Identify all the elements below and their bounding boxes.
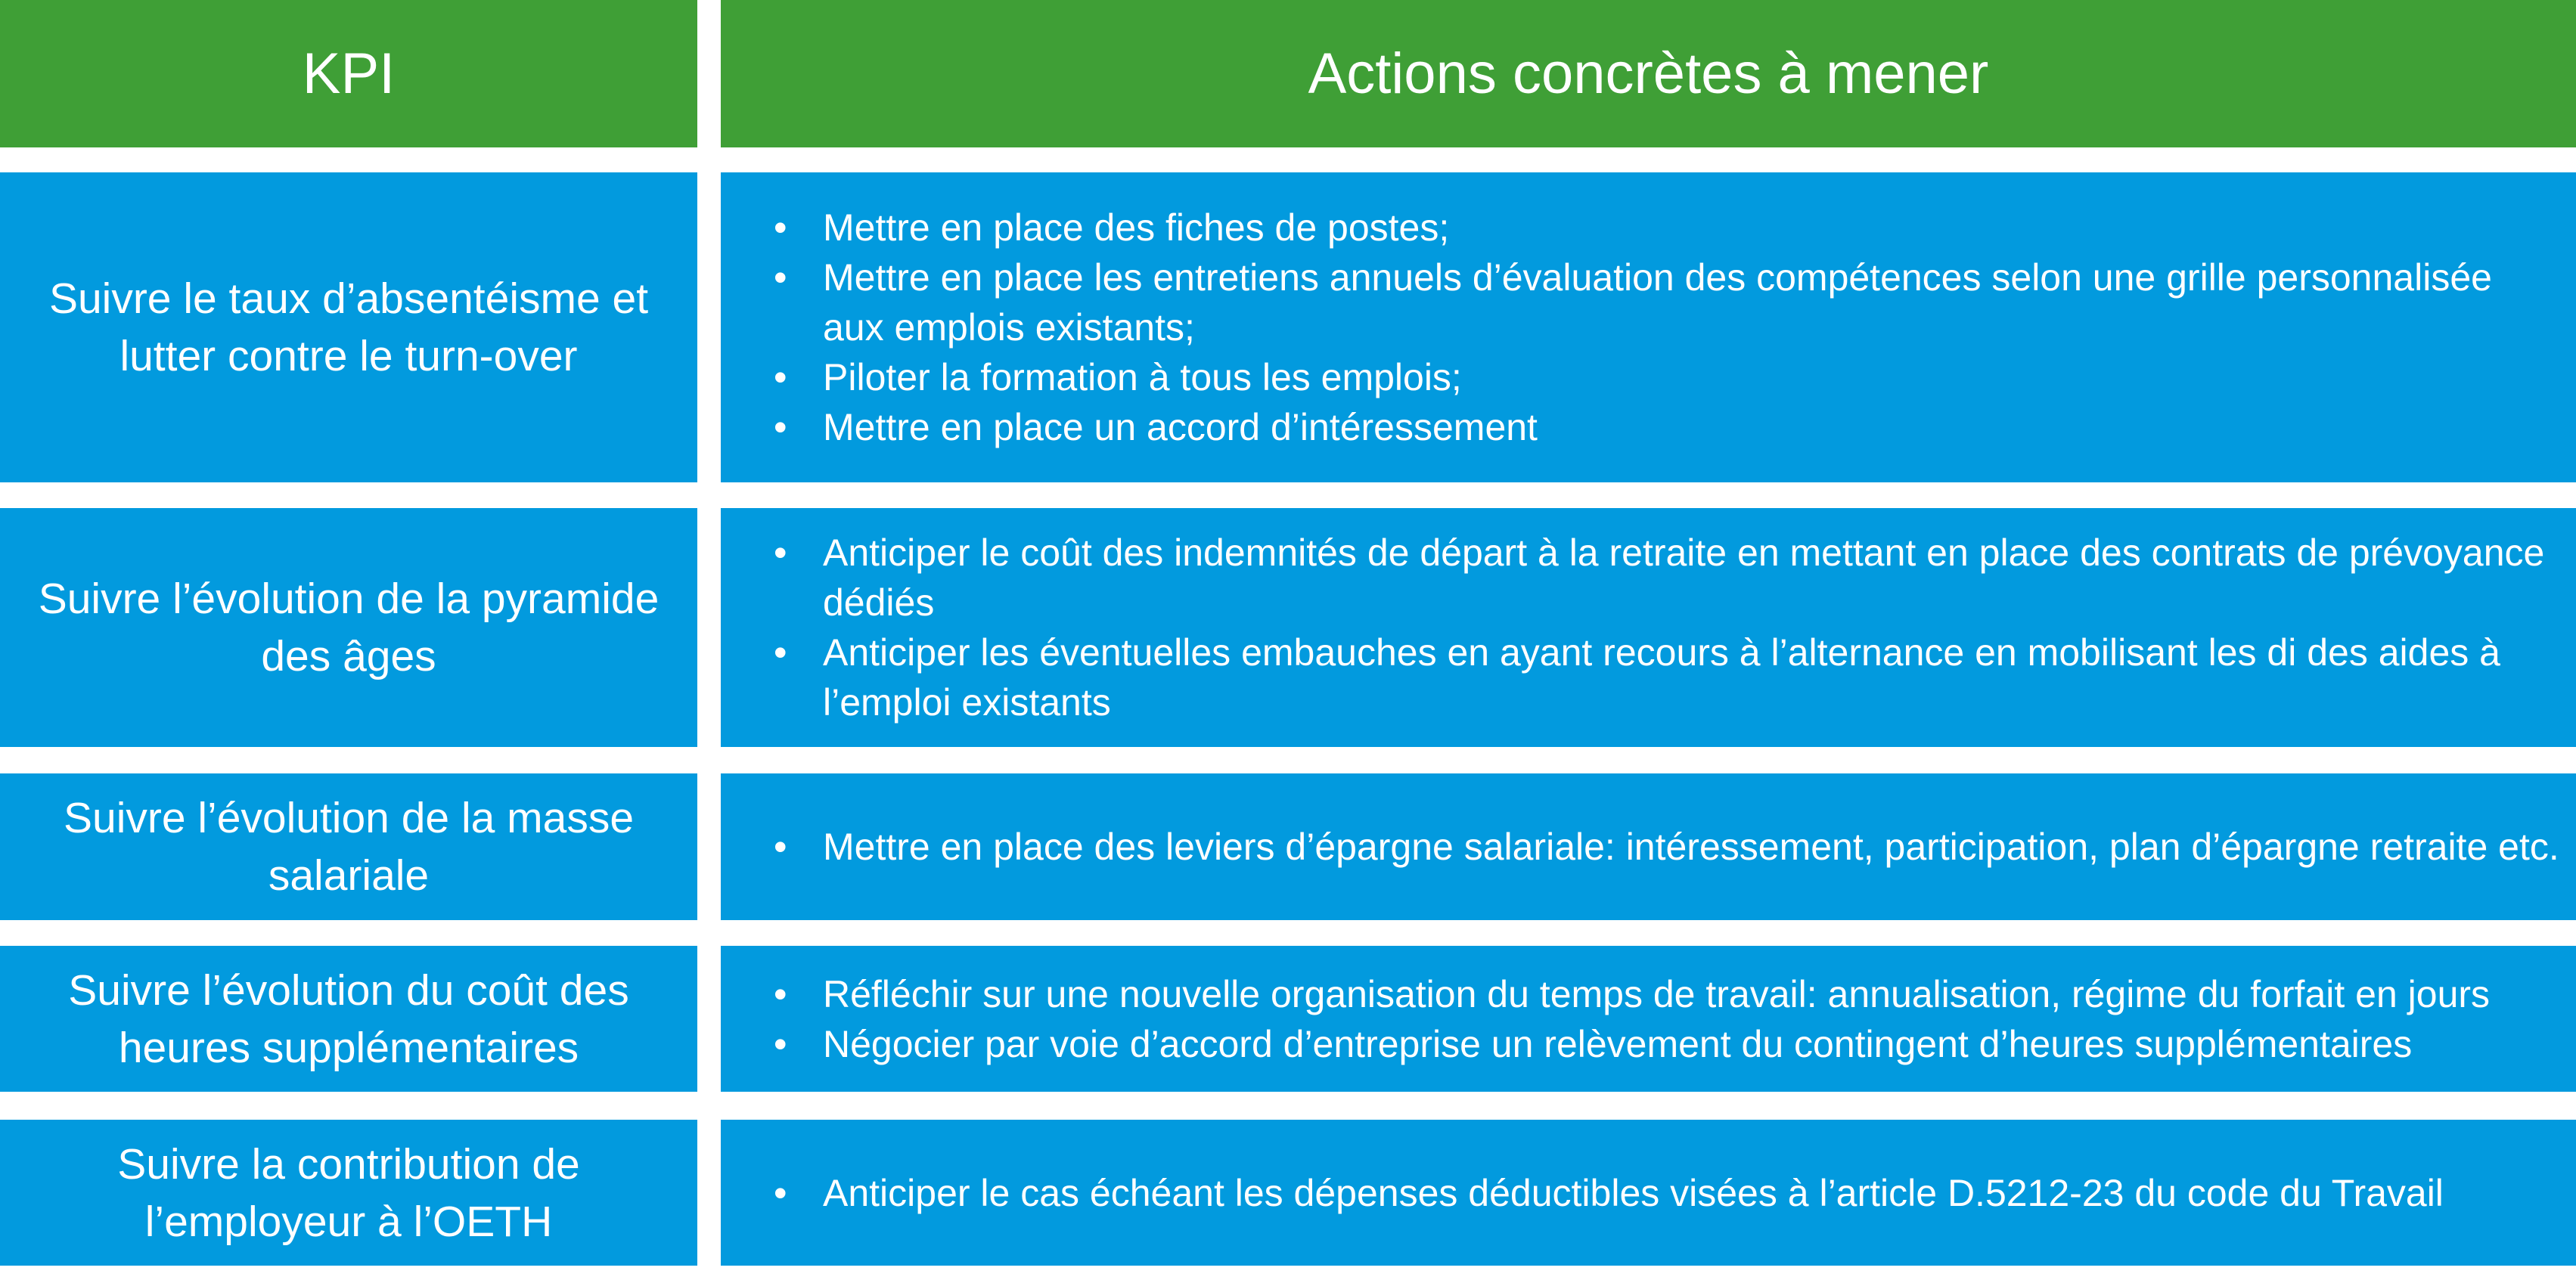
action-item: • Mettre en place des leviers d’épargne salariale: intéressement, participation, plan d’épargne retraite etc. (774, 822, 2559, 872)
kpi-cell-age-pyramid (0, 508, 697, 747)
kpi-cell-oeth (0, 1120, 697, 1266)
action-item: • Négocier par voie d’accord d’entreprise un relèvement du contingent d’heures supplémentaires (774, 1019, 2490, 1069)
kpi-label: Suivre la contribution de l’employeur à l’OETH (117, 1139, 580, 1246)
actions-cell-payroll (721, 773, 2576, 920)
kpi-label: Suivre l’évolution du coût des heures supplémentaires (68, 965, 629, 1072)
header-kpi (0, 0, 697, 147)
kpi-label: Suivre le taux d’absentéisme et lutter contre le turn-over (48, 274, 649, 380)
action-item: • Réfléchir sur une nouvelle organisation du temps de travail: annualisation, régime du forfait en jours (774, 969, 2490, 1019)
header-actions-label: Actions concrètes à mener (1308, 42, 1989, 106)
action-item: • Anticiper le coût des indemnités de départ à la retraite en mettant en place des contrats de prévoyance dédiés (774, 528, 2561, 628)
action-item: • Anticiper les éventuelles embauches en ayant recours à l’alternance en mobilisant les di des aides à l’emploi existants (774, 628, 2561, 727)
actions-list (774, 1168, 2444, 1218)
actions-cell-overtime (721, 946, 2576, 1092)
kpi-cell-payroll (0, 773, 697, 920)
actions-cell-age-pyramid (721, 508, 2576, 747)
actions-list (774, 822, 2559, 872)
kpi-cell-absenteeism (0, 172, 697, 482)
actions-list (774, 203, 2561, 452)
action-item: • Piloter la formation à tous les emplois; (774, 352, 2561, 402)
header-kpi-label: KPI (302, 42, 396, 106)
kpi-label: Suivre l’évolution de la masse salariale (63, 794, 635, 900)
actions-list (774, 528, 2561, 727)
action-item: • Mettre en place les entretiens annuels d’évaluation des compétences selon une grille personnalisée aux emplois existants; (774, 253, 2561, 352)
action-item: • Anticiper le cas échéant les dépenses déductibles visées à l’article D.5212-23 du code du Travail (774, 1168, 2444, 1218)
actions-cell-oeth (721, 1120, 2576, 1266)
header-actions (721, 0, 2576, 147)
action-item: • Mettre en place un accord d’intéressement (774, 402, 2561, 452)
actions-list (774, 969, 2490, 1069)
action-item: • Mettre en place des fiches de postes; (774, 203, 2561, 253)
kpi-label: Suivre l’évolution de la pyramide des âges (38, 575, 660, 680)
actions-cell-absenteeism (721, 172, 2576, 482)
kpi-cell-overtime (0, 946, 697, 1092)
